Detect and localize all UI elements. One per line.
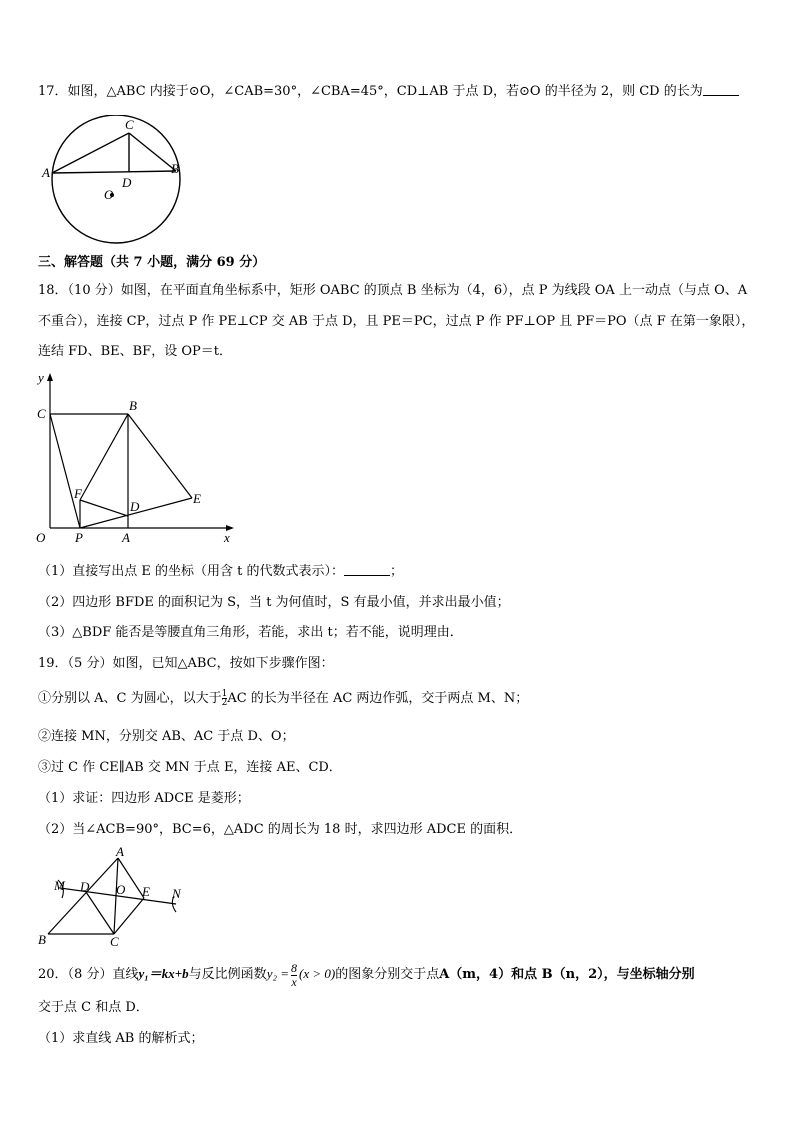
q18-line3: 连结 FD、BE、BF，设 OP＝t． [38, 344, 232, 359]
label-x: x [224, 530, 230, 545]
label-f: F [74, 486, 82, 501]
fraction-one-half: $\frac{1}{2}$ [221, 689, 228, 708]
q18-sub2: （2）四边形 BFDE 的面积记为 S，当 t 为何值时，S 有最小值，并求出最小值； [38, 595, 510, 610]
label-o: O [104, 187, 114, 202]
section-title: 三、解答题（共 7 小题，满分 69 分） [38, 255, 266, 270]
label-c: C [125, 117, 134, 132]
q19-step1: ①分别以 A、C 为圆心，以大于 $\frac{1}{2}$ AC 的长为半径在 AC 两边作弧，交于两点 M、N； [38, 689, 529, 708]
label-o: O [116, 882, 126, 897]
label-e: E [193, 491, 201, 506]
label-d: D [122, 175, 132, 190]
q19-figure [36, 846, 186, 950]
label-a: A [116, 846, 124, 859]
q19-step2: ②连接 MN，分别交 AB、AC 于点 D、O； [38, 729, 295, 744]
label-y: y [38, 370, 44, 385]
label-d: D [80, 879, 90, 894]
q20-line2: 交于点 C 和点 D． [38, 1000, 149, 1015]
label-m: M [54, 878, 65, 893]
q18-line2: 不重合），连接 CP，过点 P 作 PE⊥CP 交 AB 于点 D，且 PE＝PC，过点 P 作 PF⊥OP 且 PF＝PO（点 F 在第一象限）， [38, 314, 755, 329]
label-c: C [110, 934, 119, 949]
label-a: A [42, 165, 50, 180]
q20-sub1: （1）求直线 AB 的解析式； [38, 1031, 204, 1046]
label-n: N [172, 886, 181, 901]
answer-blank [344, 563, 390, 576]
label-b: B [171, 161, 179, 176]
q17-text [38, 83, 739, 101]
label-p: P [75, 530, 83, 545]
label-c: C [37, 406, 46, 421]
fraction-8-over-x: $\frac{8}{x}$ [291, 961, 297, 989]
q19-sub1: （1）求证：四边形 ADCE 是菱形； [38, 791, 250, 806]
label-b: B [38, 932, 46, 947]
q17-statement: 17．如图，△ABC 内接于⊙O，∠CAB=30°，∠CBA=45°，CD⊥AB 于点 D，若⊙O 的半径为 2，则 CD 的长为 [38, 84, 703, 99]
label-d: D [130, 499, 140, 514]
q18-line1: 18．（10 分）如图，在平面直角坐标系中，矩形 OABC 的顶点 B 坐标为（4，6），点 P 为线段 OA 上一动点（与点 O、A [38, 283, 748, 298]
q18-sub1: （1）直接写出点 E 的坐标（用含 t 的代数式表示）： ； [38, 564, 404, 579]
q18-figure [34, 368, 240, 546]
q18-sub3: （3）△BDF 能否是等腰直角三角形，若能，求出 t；若不能，说明理由． [38, 625, 463, 640]
q19-step3: ③过 C 作 CE∥AB 交 MN 于点 E，连接 AE、CD． [38, 760, 342, 775]
q20-line1: 20．（8 分）直线y₁＝kx+b与反比例函数y₂ = $\frac{8}{x}$ (x > 0)的图象分别交于点A（m，4）和点 B（n，2），与坐标轴分别 [38, 961, 695, 989]
label-b: B [129, 398, 137, 413]
answer-blank [703, 83, 739, 96]
label-a: A [122, 530, 130, 545]
q19-sub2: （2）当∠ACB=90°，BC=6，△ADC 的周长为 18 时，求四边形 ADCE 的面积． [38, 822, 523, 837]
q17-figure [40, 115, 190, 247]
q19-line1: 19．（5 分）如图，已知△ABC，按如下步骤作图： [38, 656, 334, 671]
label-o: O [36, 530, 46, 545]
label-e: E [142, 884, 150, 899]
